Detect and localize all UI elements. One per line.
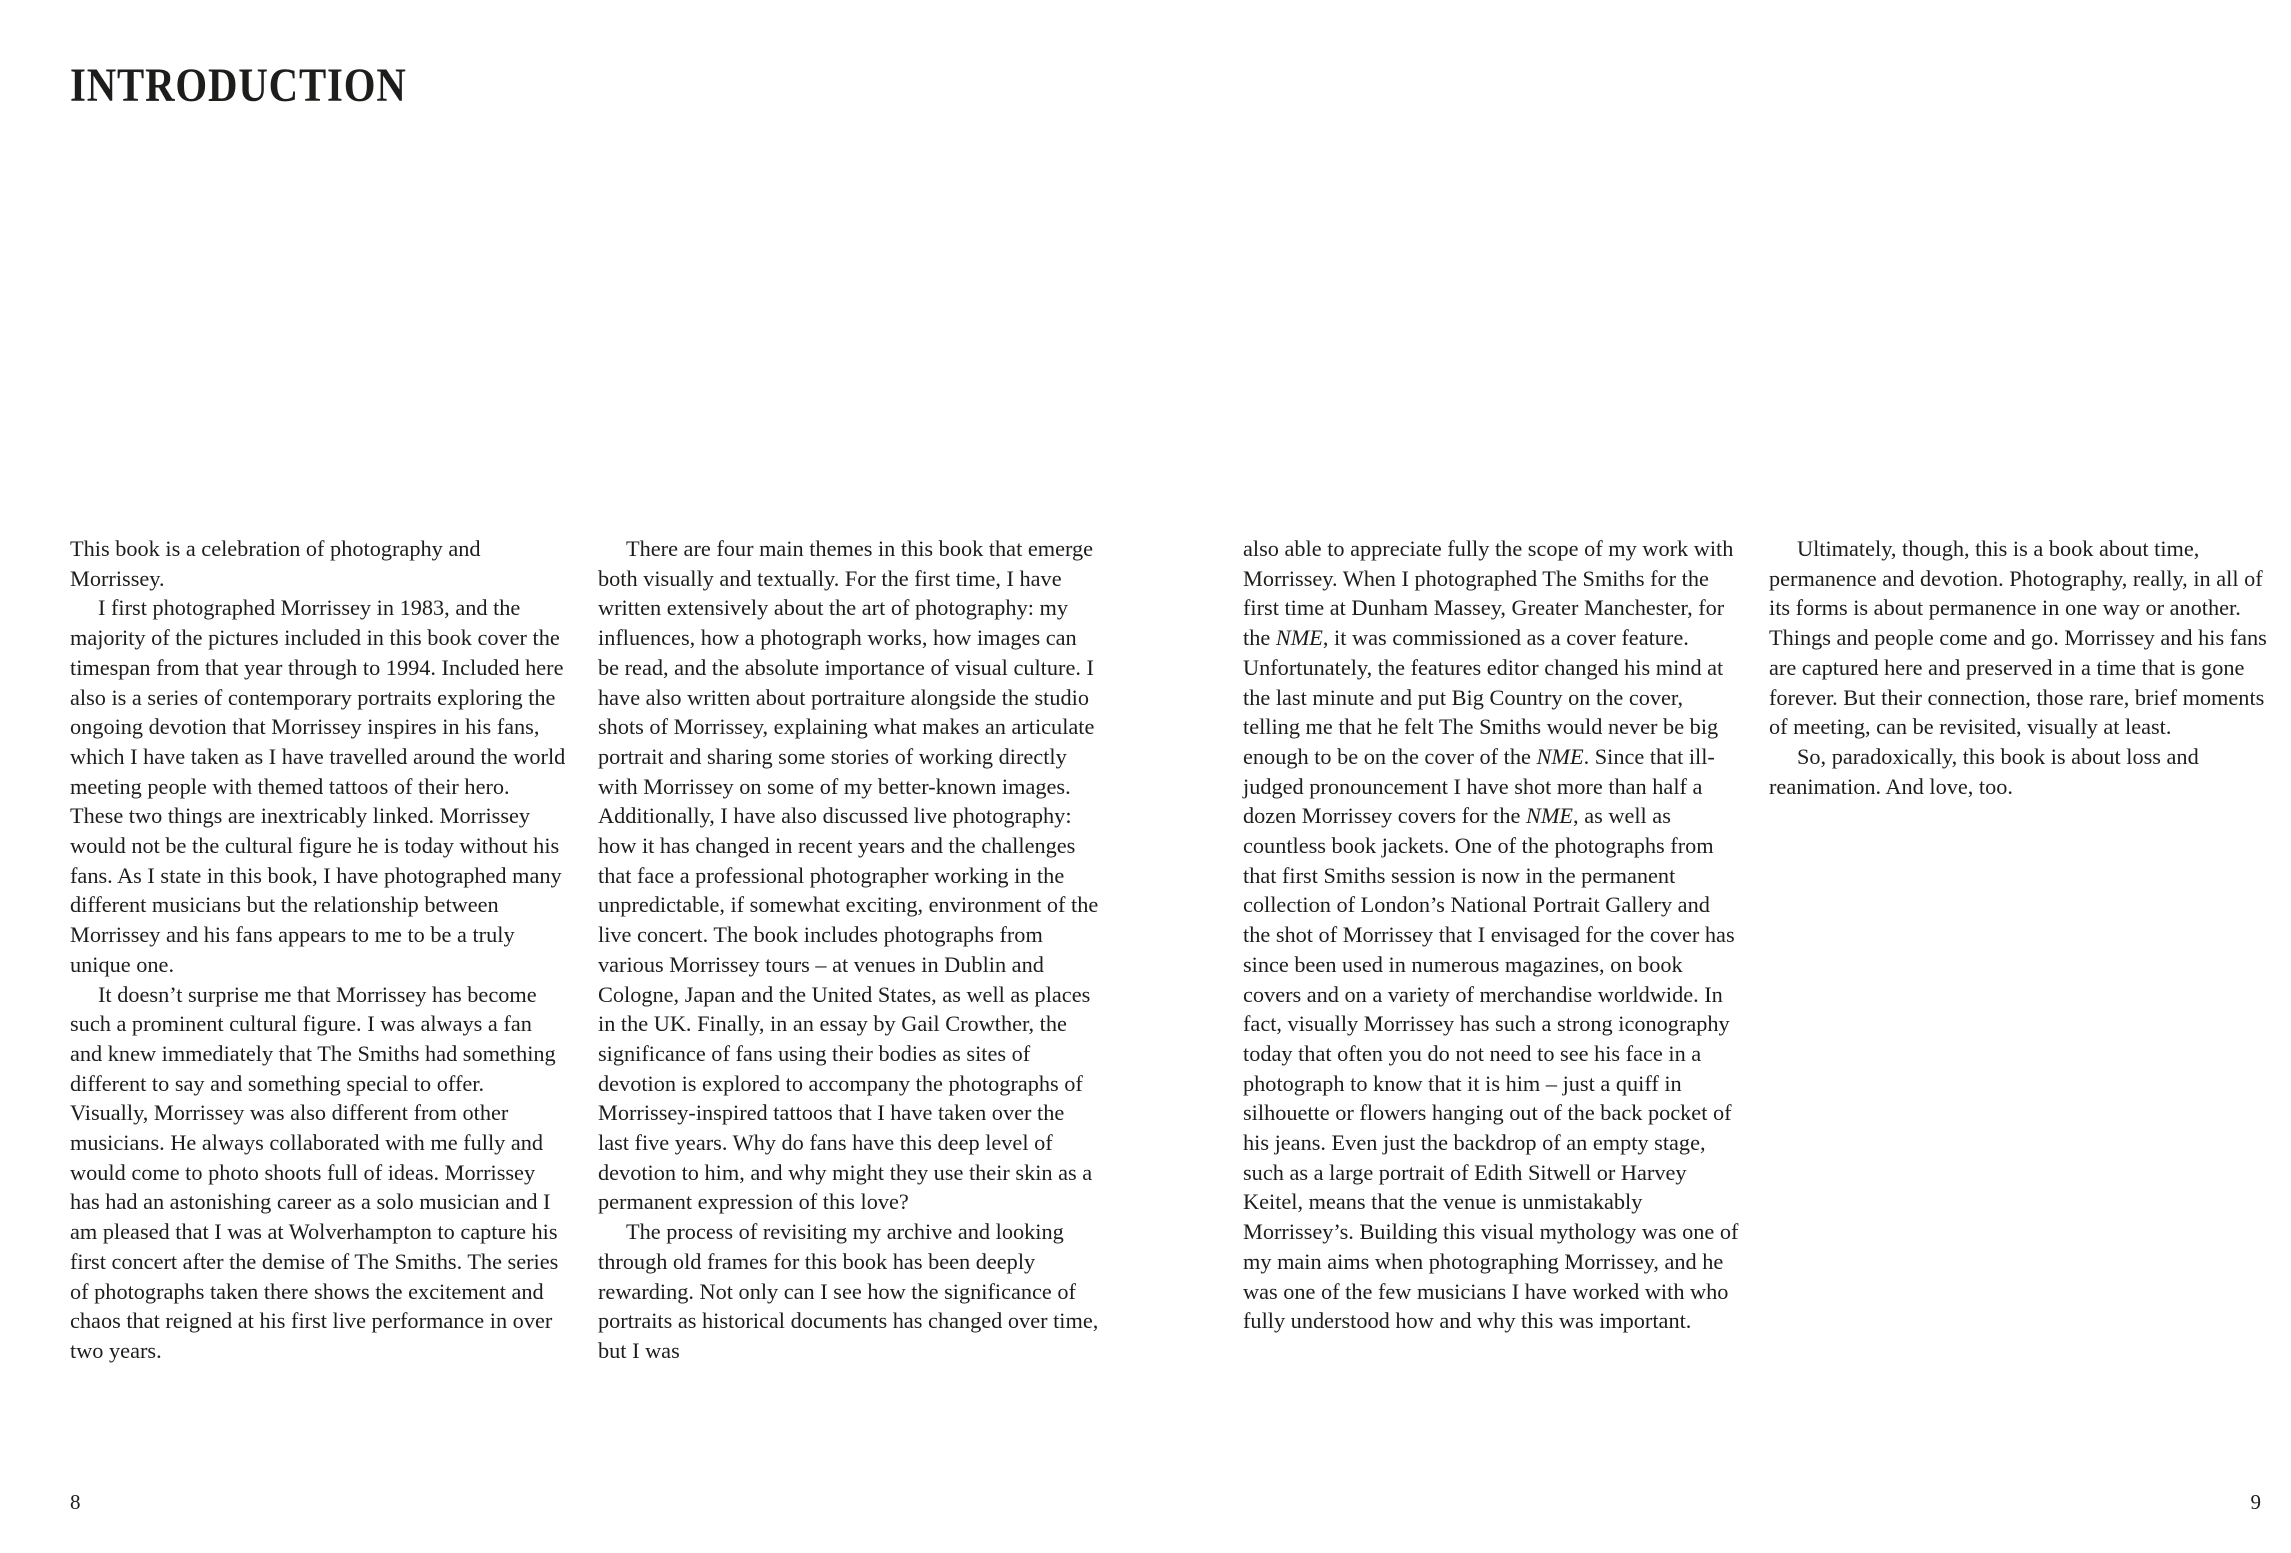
body-paragraph: I first photographed Morrissey in 1983, and the majority of the pictures included in this book cover the timespan from that year through to 1994. Included here also is a series of contemporary portraits exploring the ongoing devotion that Morrissey inspires in his fans, which I have taken as I have travelled around the world meeting people with themed tattoos of their hero. These two things are inextricably linked. Morrissey would not be the cultural figure he is today without his fans. As I state in this book, I have photographed many different musicians but the relationship between Morrissey and his fans appears to me to be a truly unique one. — [70, 595, 566, 977]
body-paragraph: Ultimately, though, this is a book about time, permanence and devotion. Photography, really, in all of its forms is about permanence in one way or another. Things and people come and go. Morrissey and his fans are captured here and preserved in a time that is gone forever. But their connection, those rare, brief moments of meeting, can be revisited, visually at least. — [1769, 536, 2267, 740]
body-paragraph: This book is a celebration of photography and Morrissey. — [70, 536, 481, 591]
body-paragraph: It doesn’t surprise me that Morrissey has become such a prominent cultural figure. I was always a fan and knew immediately that The Smiths had something different to say and something special to offer. Visually, Morrissey was also different from other musicians. He always collaborated with me fully and would come to photo shoots full of ideas. Morrissey has had an astonishing career as a solo musician and I am pleased that I was at Wolverhampton to capture his first concert after the demise of The Smiths. The series of photographs taken there shows the excitement and chaos that reigned at his first live performance in over two years. — [70, 981, 559, 1363]
text-column-right-page-2 — [1769, 534, 2271, 801]
chapter-title: INTRODUCTION — [70, 59, 407, 112]
body-paragraph: So, paradoxically, this book is about loss and reanimation. And love, too. — [1769, 743, 2199, 799]
body-paragraph: also able to appreciate fully the scope of my work with Morrissey. When I photographed The Smiths for the first time at Dunham Massey, Greater Manchester, for the NME, it was commissioned as a cover feature. Unfortunately, the features editor changed his mind at the last minute and put Big Country on the cover, telling me that he felt The Smiths would never be big enough to be on the cover of the NME. Since that ill-judged pronouncement I have shot more than half a dozen Morrissey covers for the NME, as well as countless book jackets. One of the photographs from that first Smiths session is now in the permanent collection of London’s National Portrait Gallery and the shot of Morrissey that I envisaged for the cover has since been used in numerous magazines, on book covers and on a variety of merchandise worldwide. In fact, visually Morrissey has such a strong iconography today that often you do not need to see his face in a photograph to know that it is him – just a quiff in silhouette or flowers hanging out of the back pocket of his jeans. Even just the backdrop of an empty stage, such as a large portrait of Edith Sitwell or Harvey Keitel, means that the venue is unmistakably Morrissey’s. Building this visual mythology was one of my main aims when photographing Morrissey, and he was one of the few musicians I have worked with who fully understood how and why this was important. — [1243, 536, 1739, 1334]
page-number-right: 9 — [2250, 1490, 2261, 1514]
body-paragraph: There are four main themes in this book that emerge both visually and textually. For the first time, I have written extensively about the art of photography: my influences, how a photograph works, how images can be read, and the absolute importance of visual culture. I have also written about portraiture alongside the studio shots of Morrissey, explaining what makes an articulate portrait and sharing some stories of working directly with Morrissey on some of my better-known images. Additionally, I have also discussed live photography: how it has changed in recent years and the challenges that face a professional photographer working in the unpredictable, if somewhat exciting, environment of the live concert. The book includes photographs from various Morrissey tours – at venues in Dublin and Cologne, Japan and the United States, as well as places in the UK. Finally, in an essay by Gail Crowther, the significance of fans using their bodies as sites of devotion is explored to accompany the photographs of Morrissey-inspired tattoos that I have taken over the last five years. Why do fans have this deep level of devotion to him, and why might they use their skin as a permanent expression of this love? — [598, 536, 1099, 1215]
text-column-right-page-1 — [1243, 534, 1741, 1336]
text-column-left-page-2 — [598, 534, 1100, 1366]
text-column-left-page-1 — [70, 534, 567, 1366]
page-number-left: 8 — [70, 1490, 81, 1514]
body-paragraph: The process of revisiting my archive and looking through old frames for this book has been deeply rewarding. Not only can I see how the significance of portraits as historical documents has changed over time, but I was — [598, 1219, 1099, 1363]
